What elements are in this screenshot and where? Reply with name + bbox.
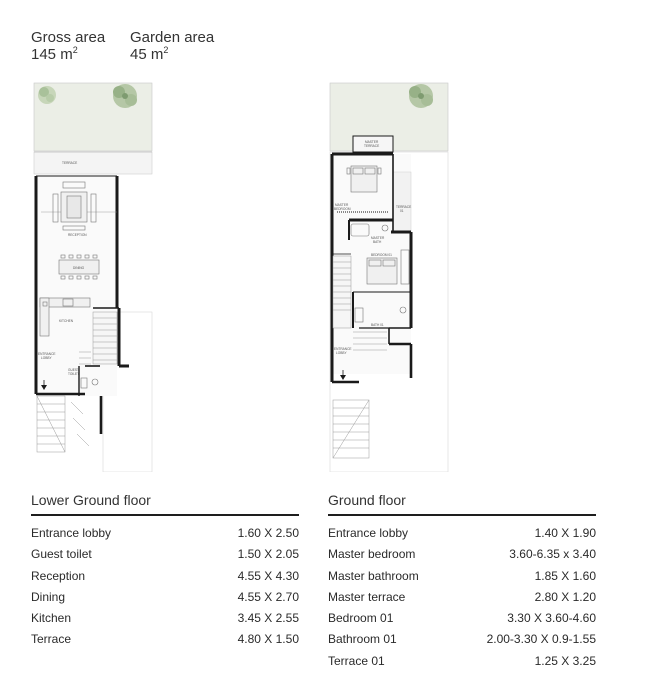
room-name: Bathroom 01 — [328, 632, 397, 647]
table-row — [31, 590, 299, 611]
room-name: Guest toilet — [31, 547, 92, 562]
exterior-steps-icon — [37, 396, 89, 452]
table-row — [328, 569, 596, 590]
label-bath-01: BATH 01 — [371, 323, 384, 327]
table-row — [31, 632, 299, 653]
gross-area — [31, 30, 105, 64]
room-dimensions: 1.25 X 3.25 — [534, 653, 596, 668]
label-terrace-01-2: 01 — [400, 209, 404, 213]
garden-area-number: 45 m — [130, 46, 164, 63]
terrace-shape — [34, 152, 152, 174]
room-dimensions: 4.55 X 4.30 — [237, 568, 299, 583]
lower-ground-floor-title: Lower Ground floor — [31, 492, 151, 508]
room-dimensions: 2.00-3.30 X 0.9-1.55 — [486, 632, 596, 647]
room-dimensions: 1.85 X 1.60 — [534, 568, 596, 583]
label-dining: DINING — [73, 266, 85, 270]
label-terrace-01-1: TERRACE — [396, 205, 412, 209]
room-name: Reception — [31, 568, 86, 583]
lower-ground-floor-divider — [31, 514, 299, 516]
table-row — [328, 547, 596, 568]
table-row — [328, 654, 596, 675]
ground-plan-drawing — [329, 82, 449, 472]
label-entrance-lobby-1: ENTRANCE — [334, 347, 352, 351]
table-row — [31, 611, 299, 632]
label-guest-toilet-2: TOILET — [68, 372, 80, 376]
label-master-bath-1: MASTER — [371, 236, 385, 240]
tree-icon — [409, 84, 433, 108]
room-dimensions: 2.80 X 1.20 — [534, 589, 596, 604]
room-name: Terrace 01 — [328, 653, 385, 668]
label-bedroom-01: BEDROOM 01 — [371, 253, 392, 257]
room-name: Terrace — [31, 632, 72, 647]
gross-area-unit: 2 — [72, 45, 78, 55]
table-row — [31, 526, 299, 547]
label-master-bedroom-1: MASTER — [335, 203, 349, 207]
table-row — [328, 590, 596, 611]
label-entrance-lobby-2: LOBBY — [41, 356, 52, 360]
room-dimensions: 1.60 X 2.50 — [237, 526, 299, 540]
room-name: Entrance lobby — [328, 526, 409, 540]
ground-floor-divider — [328, 514, 596, 516]
room-dimensions: 1.40 X 1.90 — [534, 526, 596, 540]
table-row — [31, 547, 299, 568]
room-name: Dining — [31, 589, 66, 604]
gross-area-value — [31, 46, 105, 64]
label-entrance-lobby-1: ENTRANCE — [38, 352, 56, 356]
label-master-bedroom-2: BEDROOM — [334, 207, 351, 211]
room-dimensions: 3.60-6.35 x 3.40 — [509, 547, 596, 562]
room-name: Entrance lobby — [31, 526, 112, 540]
label-master-terrace-1: MASTER — [365, 140, 379, 144]
room-name: Bedroom 01 — [328, 611, 394, 626]
ground-floor-table — [328, 492, 596, 675]
room-dimensions: 1.50 X 2.05 — [237, 547, 299, 562]
room-dimensions: 4.55 X 2.70 — [237, 589, 299, 604]
gross-area-number: 145 m — [31, 46, 73, 63]
table-row — [328, 611, 596, 632]
lower-ground-floor-table — [31, 492, 299, 654]
table-row — [328, 632, 596, 653]
label-kitchen: KITCHEN — [59, 319, 73, 323]
room-name: Master bathroom — [328, 568, 419, 583]
lower-ground-plan-drawing — [33, 82, 153, 472]
room-dimensions: 3.45 X 2.55 — [237, 611, 299, 626]
garden-area — [130, 30, 214, 64]
table-row — [31, 569, 299, 590]
label-entrance-lobby-2: LOBBY — [336, 351, 347, 355]
table-row — [328, 526, 596, 547]
room-name: Master terrace — [328, 589, 406, 604]
tree-icon — [38, 86, 56, 104]
room-name: Kitchen — [31, 611, 72, 626]
label-guest-toilet-1: GUEST — [68, 368, 79, 372]
garden-area-value — [130, 46, 214, 64]
label-master-bath-2: BATH — [373, 240, 382, 244]
ground-floor-plan — [329, 82, 449, 472]
exterior-steps-icon — [333, 400, 369, 458]
label-reception: RECEPTION — [68, 233, 87, 237]
label-terrace: TERRACE — [62, 161, 78, 165]
room-dimensions: 4.80 X 1.50 — [237, 632, 299, 647]
ground-floor-title: Ground floor — [328, 492, 406, 508]
room-name: Master bedroom — [328, 547, 416, 562]
label-master-terrace-2: TERRACE — [364, 144, 380, 148]
room-dimensions: 3.30 X 3.60-4.60 — [507, 611, 596, 626]
garden-area-label: Garden area — [130, 29, 215, 46]
tree-icon — [113, 84, 137, 108]
garden-area-unit: 2 — [163, 45, 169, 55]
gross-area-label: Gross area — [31, 29, 106, 46]
lower-ground-floor-plan — [33, 82, 153, 472]
